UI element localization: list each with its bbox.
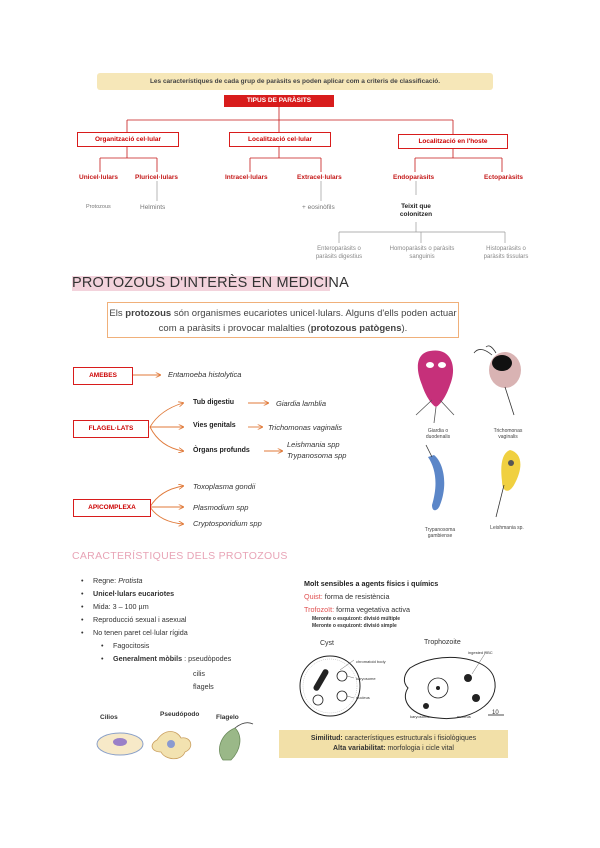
- trypanosoma-caption: Trypanosoma gambiense: [424, 527, 456, 539]
- list-item-cell-wall: • No tenen paret cel·lular rígida: [77, 626, 231, 639]
- troph-nucleus-label: nucleus: [457, 714, 471, 719]
- cilia-image-label: Cilios: [100, 714, 118, 721]
- trichomonas-label: Trichomonas vaginalis: [268, 423, 343, 432]
- list-item-reproduction: • Reproducció sexual i asexual: [77, 613, 231, 626]
- ingested-rbc-label: ingested RBC: [468, 650, 493, 655]
- giardia-illustration: [416, 350, 454, 423]
- digestive-tract-label: Tub digestiu: [193, 399, 235, 406]
- characteristics-list: [77, 574, 231, 665]
- summary-box: [279, 730, 508, 758]
- category-cellular-organization: Organització cel·lular: [77, 132, 179, 147]
- variability-line: Alta variabilitat: morfologia i cicle vital: [333, 745, 454, 752]
- endoparasites-label: Endoparàsits: [393, 174, 435, 181]
- extracellular-label: Extracel·lulars: [297, 174, 342, 181]
- trichomonas-illustration: [474, 346, 521, 415]
- cyst-nucleus-label: nucleus: [356, 695, 370, 700]
- scale-label: 10: [492, 710, 499, 716]
- plasmodium-label: Plasmodium spp: [193, 503, 249, 512]
- trophozoite-heading: Trophozoite: [424, 639, 461, 646]
- intro-bold-1: protozous: [125, 308, 172, 319]
- eosinophils-label: + eosinòfils: [302, 204, 335, 211]
- flagellates-box: FLAGEL·LATS: [73, 420, 149, 438]
- entamoeba-label: Entamoeba histolytica: [168, 370, 242, 379]
- troph-karyosome-label: karyosome: [410, 714, 430, 719]
- intro-box: [107, 302, 459, 338]
- trypanosoma-label: Trypanosoma spp: [287, 451, 347, 460]
- histoparasites-label: Histoparàsits o paràsits tissulars: [483, 246, 529, 260]
- deep-organs-label: Òrgans profunds: [193, 447, 250, 454]
- section-title-characteristics: CARACTERÍSTIQUES DELS PROTOZOUS: [72, 550, 288, 562]
- leishmania-illustration: [496, 450, 520, 517]
- category-cellular-location: Localització cel·lular: [229, 132, 331, 147]
- protozoa-label: Protozous: [86, 204, 111, 210]
- genital-tract-label: Vies genitals: [193, 422, 236, 429]
- leishmania-label: Leishmania spp: [287, 440, 340, 449]
- list-item-size: • Mida: 3 – 100 µm: [77, 600, 231, 613]
- homoparasites-label: Homoparàsits o paràsits sanguinis: [389, 246, 455, 260]
- giardia-label: Giardia lamblia: [276, 399, 327, 408]
- chromatoid-body-label: chromatoid body: [356, 659, 386, 664]
- giardia-caption: Giardia o duodenalis: [425, 428, 451, 440]
- trypanosoma-illustration: [426, 445, 444, 510]
- intro-text-3: ).: [401, 323, 408, 334]
- enteroparasites-label: Enteroparàsits o paràsits digestius: [315, 246, 363, 260]
- toxoplasma-label: Toxoplasma gondii: [193, 482, 256, 491]
- sensitivity-label: Molt sensibles a agents físics i químics: [304, 579, 439, 588]
- cyst-definition: Quist: forma de resistència: [304, 592, 390, 601]
- meront-multiple: Meronte o esquizont: divisió múltiple: [312, 616, 401, 622]
- category-host-location: Localització en l'hoste: [398, 134, 508, 149]
- intro-text-1: Els: [109, 308, 126, 319]
- amoebae-box: AMEBES: [73, 367, 133, 385]
- meront-simple: Meronte o esquizont: divisió simple: [312, 623, 397, 629]
- list-item-kingdom: • Regne: Protista: [77, 574, 231, 587]
- intracellular-label: Intracel·lulars: [225, 174, 268, 181]
- cyst-karyosome-label: karyosome: [356, 676, 376, 681]
- helminths-label: Helmints: [140, 204, 166, 211]
- unicellular-label: Unicel·lulars: [79, 174, 119, 181]
- locomotion-illustrations: [95, 720, 255, 765]
- apicomplexa-box: APICOMPLEXA: [73, 499, 151, 517]
- similarity-line: Similitud: característiques estructurals i fisiològiques: [310, 735, 477, 742]
- intro-bold-2: protozous patògens: [310, 323, 402, 334]
- trophozoite-definition: Trofozoït: forma vegetativa activa: [304, 605, 410, 614]
- list-item-phagocytosis: • Fagocitosis: [77, 639, 231, 652]
- cyst-heading: Cyst: [320, 640, 334, 647]
- flagella-label: flagels: [193, 682, 214, 691]
- tissue-colonized-label: Teixit que colonitzen: [399, 203, 433, 218]
- cilia-label: cilis: [193, 669, 205, 678]
- list-item-motile: • Generalment mòbils : pseudòpodes: [77, 652, 231, 665]
- section-title-protozoa: PROTOZOUS D'INTERÈS EN MEDICINA: [72, 275, 349, 291]
- intro-text-2: són organismes eucariotes unicel·lulars. Alguns d'ells poden actuar com a paràsits i provocar malalties (: [158, 308, 457, 334]
- classification-banner: Les característiques de cada grup de paràsits es poden aplicar com a criteris de classificació.: [97, 73, 493, 90]
- pluricellular-label: Pluricel·lulars: [135, 174, 178, 181]
- trichomonas-caption: Trichomonas vaginalis: [493, 428, 523, 440]
- ectoparasites-label: Ectoparàsits: [484, 174, 524, 181]
- leishmania-caption: Leishmania sp.: [490, 525, 524, 531]
- cyst-trophozoite-diagram: [298, 648, 508, 726]
- cryptosporidium-label: Cryptosporidium spp: [193, 519, 262, 528]
- parasite-types-root: TIPUS DE PARÀSITS: [224, 95, 334, 107]
- protozoa-illustrations: [410, 345, 540, 540]
- flagellum-image-label: Flagelo: [216, 714, 239, 721]
- pseudopod-image-label: Pseudópodo: [160, 711, 200, 718]
- list-item-unicellular: • Unicel·lulars eucariotes: [77, 587, 231, 600]
